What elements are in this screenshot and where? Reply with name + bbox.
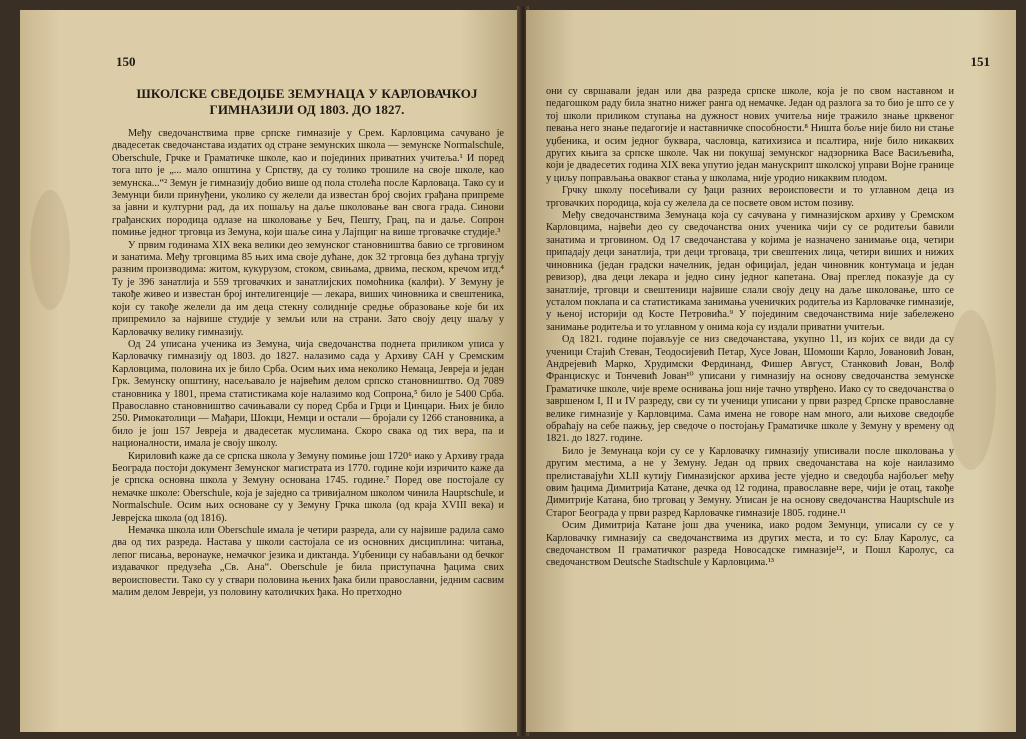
right-page bbox=[526, 10, 1016, 732]
paragraph: Осим Димитрија Катане још два ученика, иако родом Земунци, уписали су се у Карловачку гимназију са сведочанствима из других места, и то су: Блау Каролус, са сведочанством II граматичког разреда Новосадске гимназије¹², и Пошл Каролус, са сведочанством Deutsche Stadtschule у Карловцима.¹³ bbox=[546, 520, 954, 569]
paragraph: Грчку школу посећивали су ђаци разних вероисповести и то углавном деца из трговачких породица, која су желела да се посвете овом истом позиву. bbox=[546, 185, 954, 209]
paragraph: У првим годинама XIX века велики део земунског становништва бавио се трговином и занатима. Међу трговцима 85 њих има своје дућане, док 32 трговца без дућана тргују разним производима: житом, кукурузом, стоком, свињама, дрвима, песком, кречом итд.⁴ Ту је 396 занатлија и 559 трговачких и занатлијских помоћника (калфи). У Земуну је такође живео и известан број интелигенције — лекара, виших чиновника и свештеника, који су такође желели да им деца стекну солидније средње образовање које би их припремило за највише студије у земљи или на страни. Зато своју децу шаљу у Карловачку велику гимназију. bbox=[112, 239, 504, 338]
paper-stain bbox=[30, 190, 70, 310]
paragraph: Било је Земунаца који су се у Карловачку гимназију уписивали после школовања у другим местима, а не у Земуну. Један од првих сведочанстава на које наилазимо прелиставајући XLII кутију Гимназијског архива јесте уједно и сведоџба најбољег међу овим ђацима Димитрија Катанe, дечка од 12 година, православне вере, чији је отац, такође Димитрије Катана, био трговац у Земуну. Уписан је на основу сведочанства Hauptschule из Старог Београда у први разред Карловачке гимназије 1805. године.¹¹ bbox=[546, 445, 954, 519]
paragraph: Кириловић каже да се српска школа у Земуну помиње још 1720⁶ иако у Архиву града Београда постоји документ Земунског магистрата из 1770. године који изричито каже да је српска основна школа у Земуну основана 1745. године.⁷ Поред ове постојале су немачке школе: Oberschule, која је заједно са тривијалном школом чинила Hauptschule, и Normalschule. Осим њих основане су у Земуну Грчка школа (од краја XVIII века) и Јеврејска школа (од 1816). bbox=[112, 450, 504, 524]
paragraph: они су свршавали један или два разреда српске школе, која је по свом наставном и педагошком раду била знатно нижег ранга од немачке. Један од разлога за то био је што се у тој школи приликом ступања на дужност нових учитеља није тражило знање црквеног певања него знање педагогије и наставничке способности.⁸ Ништа боље није било ни стање уџбеника, и осим једног буквара, часловца, катихизиса и псалтира, није било никаквих других књига за српске школе. Чак ни покушај земунског надзорника Васе Васиљевића, који је двадесетих година XIX века упутио један манускрипт школској управи Војне границе у циљу поправљања оваквог стања у школама, није уродио никаквим плодом. bbox=[546, 86, 954, 184]
page-number: 150 bbox=[116, 54, 136, 69]
article-title: ШКОЛСКЕ СВЕДОЏБЕ ЗЕМУНАЦА У КАРЛОВАЧКОЈ ГИМНАЗИЈИ ОД 1803. ДО 1827. bbox=[136, 86, 478, 117]
paragraph: Од 24 уписана ученика из Земуна, чија сведочанства поднета приликом уписа у Карловачку гимназију од 1803. до 1827. налазимо сада у Архиву САН у Сремским Карловцима, половина их је било Срба. Осим њих има неколико Немаца, Јевреја и један Грк. Земунску општину, насељавало је највећим делом српско становништво. Од 7089 становника у 1801, према статистикама које налазимо код Сопрона,⁵ било је 5400 Срба. Православно становништво сачињавали су поред Срба и Грци и Цинцари. Њих је било 250. Римокатолици — Мађари, Шокци, Немци и остали — бројали су 1266 становника, а било је још 157 Јевреја и двадесетак муслимана. Скоро свака од тих вера, па и националности, имала је своју школу. bbox=[112, 338, 504, 450]
paragraph: Од 1821. године појављује се низ сведочанстава, укупно 11, из којих се види да су ученици Стајић Стеван, Теодосијевић Петар, Хусе Јован, Шомоши Карло, Јовановић Јован, Андрејевић Марко, Хрудимски Фердинанд, Фишер Август, Станковић Јован, Волф Францискус и Тончевић Јован¹⁰ уписани у гимназију на основу сведочанства земунске Граматичке школе, чије време оснивања још није тачно утврђено. Иако су то сведочанства о завршеном I, II и IV разреду, сви су ти ученици уписани у први разред Српске православне велике гимназије у Карловцима. Сама имена не говоре нам много, али њихове сведоџбе обраћају на себе пажњу, јер сведоче о постојању Граматичке школе у Земуну у времену од 1821. до 1827. године. bbox=[546, 334, 954, 445]
paragraph: Немачка школа или Oberschule имала је четири разреда, али су највише радила само два од тих разреда. Настава у школи састојала се из основних дисциплина: читања, лепог писања, веронауке, немачког језика и диктанда. Уџбеници су набављани од бечког издавачког предузећа „Св. Ана“. Oberschule је била приступачна ђацима свих вероисповести. Тако су у ствари половина њених ђака били православни, једним сасвим малим делом Јевреји, уз половину католичких ђака. Но претходно bbox=[112, 525, 504, 599]
body-text bbox=[546, 86, 954, 570]
body-text bbox=[112, 128, 504, 599]
page-number: 151 bbox=[970, 54, 990, 69]
paragraph: Међу сведочанствима Земунаца која су сачувана у гимназијском архиву у Сремском Карловцима, највећи део су сведочанства оних ученика чији су се родитељи бавили занатима и трговином. Од 17 сведочанстава у којима је назначено занимање оца, четири припадају деци занатлија, три деци трговаца, три свештених лица, четири виших и нижих чиновника (један градски начелник, један официјал, један чиновник контумаца и један ревизор), два деци лекара и једно сину једног капетана. Овај преглед показује да су занатлије, трговци и свештеници највише слали своју децу на даље школовање, што се усталом поклапа и са статистикама занимања ученичких родитеља из Карловачке гимназије, у њеној историји од Косте Петровића.⁹ У појединим сведочанствима није забележено занимање родитеља и то углавном у онима која су издали приватни учитељи. bbox=[546, 210, 954, 333]
paragraph: Међу сведочанствима прве српске гимназије у Срем. Карловцима сачувано је двадесетак сведочанстава издатих од стране земунских школа — земунске Normalschule, Oberschule, Грчке и Граматичке школе, као и појединих приватних учитеља.¹ И поред тога што је „... мало општина у Српству, да су толико трошиле на своје школе, као земунска...“² Земун је гимназију добио више од пола столећа после Карловаца. Тако су и Земунци били принуђени, уколико су желели да известан број својих грађана припреме за јавни и културни рад, да их пошаљу на даље школовање ван свога града. Синови грађанских породица одлазе на школовање у Беч, Пешту, Грац, па и даље. Сопрон помиње једног трговца из Земуна, који шаље сина у Лајпциг на више трговачке студије.³ bbox=[112, 128, 504, 239]
left-page bbox=[20, 10, 520, 732]
